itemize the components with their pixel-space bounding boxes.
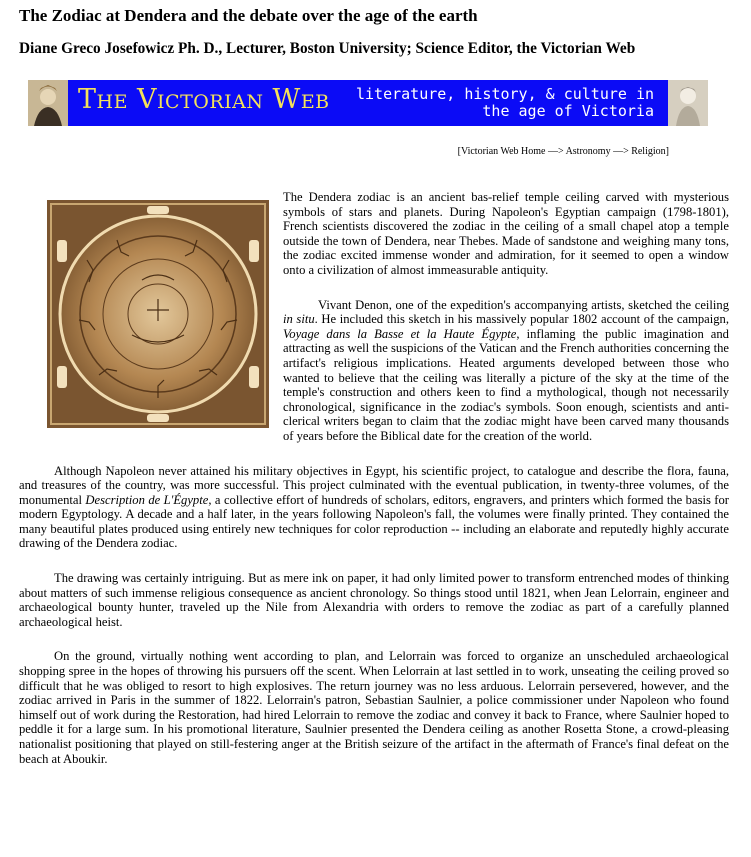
- breadcrumb-astronomy-link[interactable]: Astronomy: [565, 146, 611, 157]
- text-span: , inflaming the public imagination and attracting as well the suspicions of the Vatican and the French authorities concerning the artifact's religious implications. Heated arguments developed between those who wanted to believe that the ceiling was literally a picture of the sky at the time of the temple's construction and others keen to find a mythological, though not necessarily chronological, significance in the zodiac's symbols. Soon enough, scientists and anti-clerical writers began to claim that the zodiac might have been carved many thousands of years before the Biblical date for the creation of the world.: [283, 326, 729, 443]
- article-body: [19, 190, 729, 786]
- breadcrumb-home-link[interactable]: Victorian Web Home: [460, 146, 546, 157]
- book-title: Voyage dans la Basse et la Haute Égypte: [283, 326, 517, 341]
- italic-term: in situ: [283, 312, 315, 327]
- breadcrumb-close: ]: [665, 146, 669, 157]
- dendera-zodiac-image[interactable]: [47, 200, 269, 428]
- breadcrumb-religion-link[interactable]: Religion: [631, 146, 666, 157]
- page-title: The Zodiac at Dendera and the debate over the age of the earth: [19, 6, 478, 25]
- paragraph-4: The drawing was certainly intriguing. But as mere ink on paper, it had only limited power to transform entrenched modes of thinking about matters of such immense religious consequence as ancient chronology. So things stood until 1821, when Jean Lelorrain, engineer and archaeological bounty hunter, traveled up the Nile from Alexandria with orders to remove the zodiac as part of a carefully planned archaeological heist.: [19, 571, 729, 629]
- breadcrumb: [458, 146, 669, 157]
- paragraph-1: The Dendera zodiac is an ancient bas-relief temple ceiling carved with mysterious symbols of stars and planets. During Napoleon's Egyptian campaign (1798-1801), French scientists discovered the zodiac in the ceiling of a small chapel atop a temple outside the town of Dendera, near Thebes. Made of sandstone and weighing many tons, the zodiac excited immense wonder and admiration, for it seemed to open a window onto a civilization of almost immeasurable antiquity.: [283, 190, 729, 277]
- book-title: Description de L'Égypte: [85, 492, 209, 507]
- banner-tagline: literature, history, & culture in the age of Victoria: [355, 85, 654, 120]
- banner-brand: The Victorian Web: [78, 84, 330, 115]
- text-span: Vivant Denon, one of the expedition's accompanying artists, sketched the ceiling: [318, 297, 729, 312]
- victorian-web-banner[interactable]: [28, 80, 708, 126]
- breadcrumb-separator: —>: [545, 146, 566, 157]
- paragraph-3: [19, 464, 729, 552]
- breadcrumb-separator: —>: [610, 146, 632, 157]
- text-span: , a collective effort of hundreds of scholars, editors, engravers, and printers which formed the basis for modern Egyptology. A decade and a half later, in the years following Napoleon's fall, the volumes were finally printed. They contained the many beautiful plates produced using entirely new techniques for color reproduction -- including an elaborate and reputedly highly accurate drawing of the Dendera zodiac.: [19, 492, 729, 551]
- author-line: Diane Greco Josefowicz Ph. D., Lecturer, Boston University; Science Editor, the Victorian Web: [19, 40, 636, 57]
- queen-victoria-portrait-icon: [28, 80, 68, 126]
- paragraph-5: On the ground, virtually nothing went according to plan, and Lelorrain was forced to organize an unscheduled archaeological shopping spree in the hopes of throwing his pursuers off the scent. When Lelorrain at last settled in to work, unseating the ceiling proved so difficult that he was obliged to resort to high explosives. The return journey was no less arduous. Lelorrain persevered, however, and the zodiac arrived in Paris in the summer of 1822. Lelorrain's patron, Sebastian Saulnier, a police commissioner under Napoleon who found himself out of work during the Restoration, had hired Lelorrain to remove the zodiac and convey it back to France, where Saulnier hoped to peddle it for a large sum. In his promotional literature, Saulnier presented the Dendera ceiling as another Rosetta Stone, a crowd-pleasing nationalist positioning that played on still-festering anger at the British seizure of the artifact in the aftermath of France's final defeat on the beach at Aboukir.: [19, 649, 729, 766]
- victorian-bust-icon: [668, 80, 708, 126]
- text-span: . He included this sketch in his massively popular 1802 account of the campaign,: [314, 312, 730, 327]
- text-span: Although Napoleon never attained his military objectives in Egypt, his scientific project, to catalogue and describe the flora, fauna, and treasures of the country, was more successful. This project culminated with the eventual publication, in twenty-three volumes, of the monumental: [19, 463, 729, 507]
- breadcrumb-open: [: [457, 146, 461, 157]
